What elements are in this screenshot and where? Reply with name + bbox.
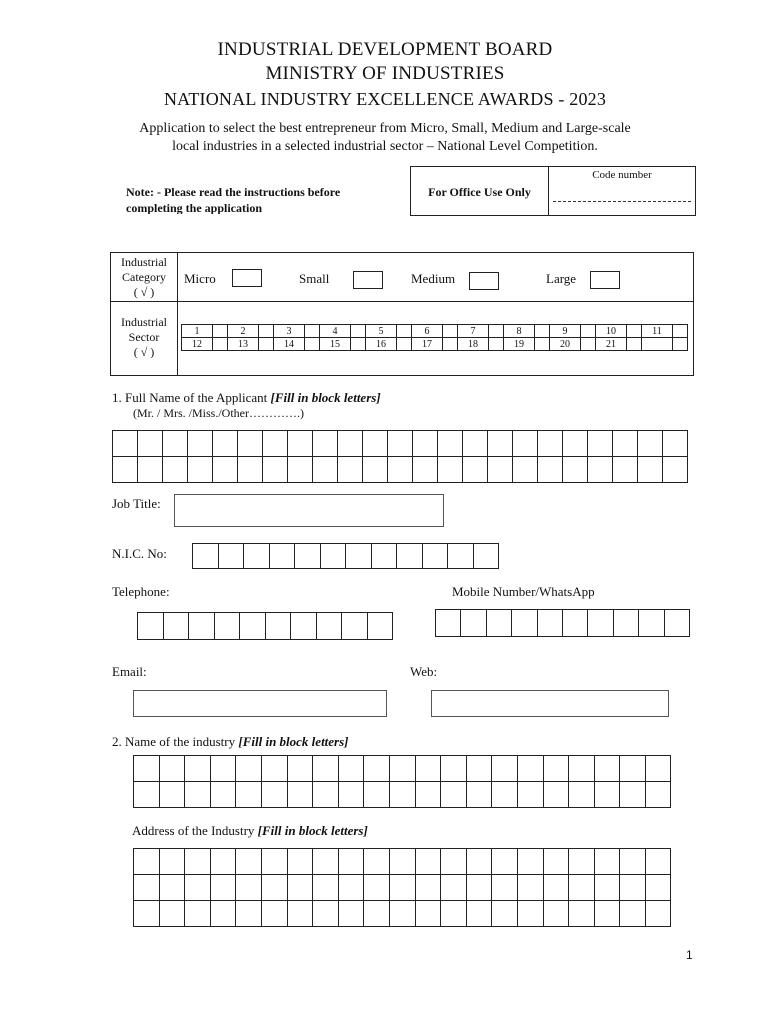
name-cell[interactable]: [663, 431, 688, 457]
industry-cell[interactable]: [441, 756, 467, 782]
telephone-cell[interactable]: [215, 613, 241, 640]
name-cell[interactable]: [588, 457, 613, 483]
category-large-label: Large: [546, 271, 577, 286]
address-cell[interactable]: [313, 849, 339, 875]
address-cell[interactable]: [569, 875, 595, 901]
category-small-label: Small: [299, 271, 330, 286]
address-cell[interactable]: [467, 901, 493, 927]
sector-number: 20: [550, 338, 581, 351]
address-cell[interactable]: [185, 901, 211, 927]
industry-cell[interactable]: [211, 756, 237, 782]
industry-cell[interactable]: [364, 782, 390, 808]
address-cell[interactable]: [620, 849, 646, 875]
address-cell[interactable]: [134, 901, 160, 927]
name-cell[interactable]: [413, 457, 438, 483]
sector-number: 11: [642, 325, 673, 338]
nic-cell[interactable]: [372, 544, 398, 569]
sector-tick-cell[interactable]: [673, 325, 688, 338]
mobile-cell[interactable]: [614, 610, 639, 637]
name-cell[interactable]: [188, 457, 213, 483]
address-cell[interactable]: [288, 849, 314, 875]
address-cell[interactable]: [595, 875, 621, 901]
industry-cell[interactable]: [492, 782, 518, 808]
address-cell[interactable]: [339, 901, 365, 927]
name-cell[interactable]: [338, 457, 363, 483]
address-cell[interactable]: [339, 849, 365, 875]
code-number-field[interactable]: [553, 201, 691, 202]
nic-label: N.I.C. No:: [112, 546, 167, 561]
name-cell[interactable]: [238, 431, 263, 457]
sector-tick-cell[interactable]: [535, 325, 550, 338]
industry-cell[interactable]: [416, 782, 442, 808]
industry-cell[interactable]: [595, 782, 621, 808]
address-cell[interactable]: [467, 849, 493, 875]
sector-number: 2: [228, 325, 259, 338]
name-cell[interactable]: [438, 457, 463, 483]
address-cell[interactable]: [544, 875, 570, 901]
name-cell[interactable]: [113, 457, 138, 483]
address-cell[interactable]: [236, 901, 262, 927]
description-line-2: local industries in a selected industrial sector – National Level Competition.: [172, 139, 598, 154]
sector-number: 17: [412, 338, 443, 351]
sector-row: [182, 325, 688, 338]
industry-cell[interactable]: [288, 782, 314, 808]
address-cell[interactable]: [185, 849, 211, 875]
industry-cell[interactable]: [518, 782, 544, 808]
name-cell[interactable]: [513, 431, 538, 457]
sector-tick-cell[interactable]: [627, 325, 642, 338]
sector-number: 4: [320, 325, 351, 338]
sector-number: 3: [274, 325, 305, 338]
job-title-label: Job Title:: [112, 496, 161, 511]
sector-tick-cell[interactable]: [489, 338, 504, 351]
nic-cell[interactable]: [346, 544, 372, 569]
address-cell[interactable]: [492, 901, 518, 927]
name-cell[interactable]: [463, 431, 488, 457]
industry-cell[interactable]: [134, 756, 160, 782]
telephone-cell[interactable]: [342, 613, 368, 640]
telephone-cell[interactable]: [240, 613, 266, 640]
address-cell[interactable]: [211, 901, 237, 927]
sector-number: 18: [458, 338, 489, 351]
category-large-checkbox[interactable]: [590, 271, 620, 289]
address-cell[interactable]: [416, 849, 442, 875]
q2-label: 2. Name of the industry [Fill in block letters]: [112, 734, 349, 749]
name-cell[interactable]: [613, 431, 638, 457]
name-cell[interactable]: [163, 431, 188, 457]
industry-cell[interactable]: [518, 756, 544, 782]
address-cell[interactable]: [288, 901, 314, 927]
name-cell[interactable]: [563, 457, 588, 483]
name-cell[interactable]: [213, 457, 238, 483]
category-small-checkbox[interactable]: [353, 271, 383, 289]
telephone-grid[interactable]: [137, 612, 393, 640]
industry-cell[interactable]: [339, 756, 365, 782]
industry-cell[interactable]: [544, 782, 570, 808]
address-cell[interactable]: [646, 901, 672, 927]
telephone-cell[interactable]: [317, 613, 343, 640]
address-cell[interactable]: [390, 849, 416, 875]
nic-grid[interactable]: [192, 543, 499, 569]
category-micro-label: Micro: [184, 271, 216, 286]
sector-tick-cell[interactable]: [443, 338, 458, 351]
address-cell[interactable]: [364, 901, 390, 927]
sector-row: [182, 338, 688, 351]
code-number-label: Code number: [592, 169, 652, 181]
name-cell[interactable]: [463, 457, 488, 483]
address-cell[interactable]: [160, 901, 186, 927]
address-cell[interactable]: [544, 901, 570, 927]
industry-cell[interactable]: [185, 782, 211, 808]
name-cell[interactable]: [488, 457, 513, 483]
name-cell[interactable]: [288, 457, 313, 483]
industry-cell[interactable]: [620, 756, 646, 782]
industry-name-grid[interactable]: [133, 755, 671, 808]
q1-hint: (Mr. / Mrs. /Miss./Other………….): [133, 406, 304, 420]
nic-cell[interactable]: [423, 544, 449, 569]
address-cell[interactable]: [492, 875, 518, 901]
mobile-cell[interactable]: [665, 610, 690, 637]
email-label: Email:: [112, 664, 147, 679]
telephone-cell[interactable]: [291, 613, 317, 640]
nic-cell[interactable]: [295, 544, 321, 569]
nic-cell[interactable]: [448, 544, 474, 569]
address-cell[interactable]: [288, 875, 314, 901]
telephone-label: Telephone:: [112, 584, 170, 599]
address-cell[interactable]: [134, 849, 160, 875]
address-label: Address of the Industry [Fill in block letters]: [132, 823, 368, 838]
sector-tick-cell[interactable]: [351, 338, 366, 351]
address-cell[interactable]: [236, 849, 262, 875]
name-cell[interactable]: [338, 431, 363, 457]
sector-tick-cell[interactable]: [489, 325, 504, 338]
name-cell[interactable]: [538, 431, 563, 457]
name-cell[interactable]: [488, 431, 513, 457]
sector-tick-cell[interactable]: [397, 338, 412, 351]
name-cell[interactable]: [138, 457, 163, 483]
address-cell[interactable]: [441, 875, 467, 901]
sector-tick-cell[interactable]: [535, 338, 550, 351]
address-grid[interactable]: [133, 848, 671, 927]
mobile-grid[interactable]: [435, 609, 690, 637]
address-cell[interactable]: [185, 875, 211, 901]
address-cell[interactable]: [620, 901, 646, 927]
category-medium-label: Medium: [411, 271, 456, 286]
industry-cell[interactable]: [441, 782, 467, 808]
name-cell[interactable]: [213, 431, 238, 457]
sector-number: 7: [458, 325, 489, 338]
industry-cell[interactable]: [646, 756, 672, 782]
industry-cell[interactable]: [313, 756, 339, 782]
industry-cell[interactable]: [160, 756, 186, 782]
mobile-cell[interactable]: [588, 610, 613, 637]
sector-number: 21: [596, 338, 627, 351]
sector-tick-cell[interactable]: [673, 338, 688, 351]
address-cell[interactable]: [569, 901, 595, 927]
sector-number: 9: [550, 325, 581, 338]
name-cell[interactable]: [388, 457, 413, 483]
name-cell[interactable]: [363, 457, 388, 483]
sector-tick-cell[interactable]: [443, 325, 458, 338]
web-label: Web:: [410, 664, 438, 679]
address-cell[interactable]: [364, 849, 390, 875]
name-cell[interactable]: [263, 431, 288, 457]
web-field[interactable]: [431, 690, 669, 717]
industry-cell[interactable]: [339, 782, 365, 808]
mobile-cell[interactable]: [512, 610, 537, 637]
address-cell[interactable]: [390, 901, 416, 927]
name-cell[interactable]: [513, 457, 538, 483]
name-cell[interactable]: [363, 431, 388, 457]
address-cell[interactable]: [313, 901, 339, 927]
office-use-label: For Office Use Only: [428, 185, 531, 199]
industry-cell[interactable]: [569, 756, 595, 782]
telephone-cell[interactable]: [164, 613, 190, 640]
name-cell[interactable]: [638, 431, 663, 457]
sector-tick-cell[interactable]: [213, 338, 228, 351]
address-cell[interactable]: [134, 875, 160, 901]
sector-tick-cell[interactable]: [259, 338, 274, 351]
page-number: 1: [686, 948, 693, 962]
industry-cell[interactable]: [288, 756, 314, 782]
q1-label: 1. Full Name of the Applicant [Fill in block letters]: [112, 390, 381, 405]
name-cell[interactable]: [313, 431, 338, 457]
category-sector-block: [110, 252, 694, 376]
name-cell[interactable]: [563, 431, 588, 457]
awards-title: NATIONAL INDUSTRY EXCELLENCE AWARDS - 2023: [163, 89, 607, 109]
name-cell[interactable]: [163, 457, 188, 483]
address-cell[interactable]: [646, 849, 672, 875]
sector-number: 6: [412, 325, 443, 338]
industry-cell[interactable]: [467, 756, 493, 782]
sector-tick-cell[interactable]: [627, 338, 642, 351]
sector-tick-cell[interactable]: [397, 325, 412, 338]
address-cell[interactable]: [262, 849, 288, 875]
name-cell[interactable]: [138, 431, 163, 457]
industry-cell[interactable]: [236, 756, 262, 782]
office-use-box: [410, 166, 696, 216]
address-cell[interactable]: [364, 875, 390, 901]
sector-tick-cell[interactable]: [259, 325, 274, 338]
instructions-note: Note: - Please read the instructions before completing the application: [126, 185, 341, 214]
name-cell[interactable]: [113, 431, 138, 457]
address-cell[interactable]: [492, 849, 518, 875]
name-cell[interactable]: [238, 457, 263, 483]
name-cell[interactable]: [263, 457, 288, 483]
mobile-cell[interactable]: [487, 610, 512, 637]
mobile-cell[interactable]: [538, 610, 563, 637]
nic-cell[interactable]: [219, 544, 245, 569]
address-cell[interactable]: [160, 875, 186, 901]
address-cell[interactable]: [518, 849, 544, 875]
industry-cell[interactable]: [390, 756, 416, 782]
name-cell[interactable]: [638, 457, 663, 483]
name-cell[interactable]: [538, 457, 563, 483]
address-cell[interactable]: [595, 901, 621, 927]
category-medium-checkbox[interactable]: [469, 272, 499, 290]
sector-number: 14: [274, 338, 305, 351]
address-cell[interactable]: [646, 875, 672, 901]
sector-tick-cell[interactable]: [581, 325, 596, 338]
category-label: Industrial Category ( √ ): [121, 255, 167, 299]
sector-tick-cell[interactable]: [351, 325, 366, 338]
address-cell[interactable]: [236, 875, 262, 901]
address-cell[interactable]: [313, 875, 339, 901]
name-cell[interactable]: [288, 431, 313, 457]
address-cell[interactable]: [390, 875, 416, 901]
address-cell[interactable]: [262, 901, 288, 927]
address-cell[interactable]: [518, 875, 544, 901]
address-cell[interactable]: [518, 901, 544, 927]
address-cell[interactable]: [620, 875, 646, 901]
telephone-cell[interactable]: [266, 613, 292, 640]
mobile-cell[interactable]: [639, 610, 664, 637]
industry-cell[interactable]: [595, 756, 621, 782]
industry-cell[interactable]: [262, 782, 288, 808]
nic-cell[interactable]: [397, 544, 423, 569]
email-field[interactable]: [133, 690, 387, 717]
industry-cell[interactable]: [236, 782, 262, 808]
address-cell[interactable]: [467, 875, 493, 901]
industry-cell[interactable]: [262, 756, 288, 782]
address-cell[interactable]: [211, 875, 237, 901]
telephone-cell[interactable]: [138, 613, 164, 640]
industry-cell[interactable]: [211, 782, 237, 808]
address-cell[interactable]: [211, 849, 237, 875]
sector-number: 16: [366, 338, 397, 351]
sector-number: 13: [228, 338, 259, 351]
mobile-cell[interactable]: [461, 610, 486, 637]
telephone-cell[interactable]: [189, 613, 215, 640]
sector-tick-cell[interactable]: [213, 325, 228, 338]
address-cell[interactable]: [416, 901, 442, 927]
name-cell[interactable]: [188, 431, 213, 457]
address-cell[interactable]: [160, 849, 186, 875]
mobile-label: Mobile Number/WhatsApp: [452, 584, 595, 599]
address-cell[interactable]: [595, 849, 621, 875]
industry-cell[interactable]: [364, 756, 390, 782]
name-cell[interactable]: [588, 431, 613, 457]
nic-cell[interactable]: [474, 544, 500, 569]
industry-cell[interactable]: [160, 782, 186, 808]
mobile-cell[interactable]: [436, 610, 461, 637]
sector-number: 5: [366, 325, 397, 338]
sector-tick-cell[interactable]: [305, 338, 320, 351]
sector-number: [642, 338, 673, 351]
address-cell[interactable]: [544, 849, 570, 875]
name-cell[interactable]: [413, 431, 438, 457]
sector-tick-cell[interactable]: [581, 338, 596, 351]
description-line-1: Application to select the best entrepreneur from Micro, Small, Medium and Large-scale: [139, 121, 631, 136]
industry-cell[interactable]: [416, 756, 442, 782]
industry-cell[interactable]: [492, 756, 518, 782]
industry-cell[interactable]: [185, 756, 211, 782]
sector-number: 10: [596, 325, 627, 338]
board-title: INDUSTRIAL DEVELOPMENT BOARD: [217, 39, 553, 60]
industry-cell[interactable]: [620, 782, 646, 808]
address-cell[interactable]: [441, 901, 467, 927]
ministry-title: MINISTRY OF INDUSTRIES: [265, 63, 505, 84]
name-cell[interactable]: [313, 457, 338, 483]
nic-cell[interactable]: [244, 544, 270, 569]
job-title-field[interactable]: [174, 494, 444, 527]
mobile-cell[interactable]: [563, 610, 588, 637]
name-cell[interactable]: [438, 431, 463, 457]
industry-cell[interactable]: [569, 782, 595, 808]
sector-number: 19: [504, 338, 535, 351]
category-micro-checkbox[interactable]: [232, 269, 262, 287]
sector-number: 1: [182, 325, 213, 338]
sector-table: [181, 324, 688, 351]
industry-cell[interactable]: [544, 756, 570, 782]
address-cell[interactable]: [569, 849, 595, 875]
industry-cell[interactable]: [390, 782, 416, 808]
sector-number: 12: [182, 338, 213, 351]
name-cell[interactable]: [388, 431, 413, 457]
name-cell[interactable]: [663, 457, 688, 483]
industry-cell[interactable]: [646, 782, 672, 808]
sector-tick-cell[interactable]: [305, 325, 320, 338]
address-cell[interactable]: [441, 849, 467, 875]
full-name-grid[interactable]: [112, 430, 688, 483]
sector-number: 15: [320, 338, 351, 351]
nic-cell[interactable]: [321, 544, 347, 569]
nic-cell[interactable]: [270, 544, 296, 569]
sector-number: 8: [504, 325, 535, 338]
industry-cell[interactable]: [467, 782, 493, 808]
address-cell[interactable]: [416, 875, 442, 901]
industry-cell[interactable]: [134, 782, 160, 808]
nic-cell[interactable]: [193, 544, 219, 569]
industry-cell[interactable]: [313, 782, 339, 808]
telephone-cell[interactable]: [368, 613, 394, 640]
sector-label: Industrial Sector ( √ ): [121, 315, 167, 359]
name-cell[interactable]: [613, 457, 638, 483]
address-cell[interactable]: [262, 875, 288, 901]
address-cell[interactable]: [339, 875, 365, 901]
